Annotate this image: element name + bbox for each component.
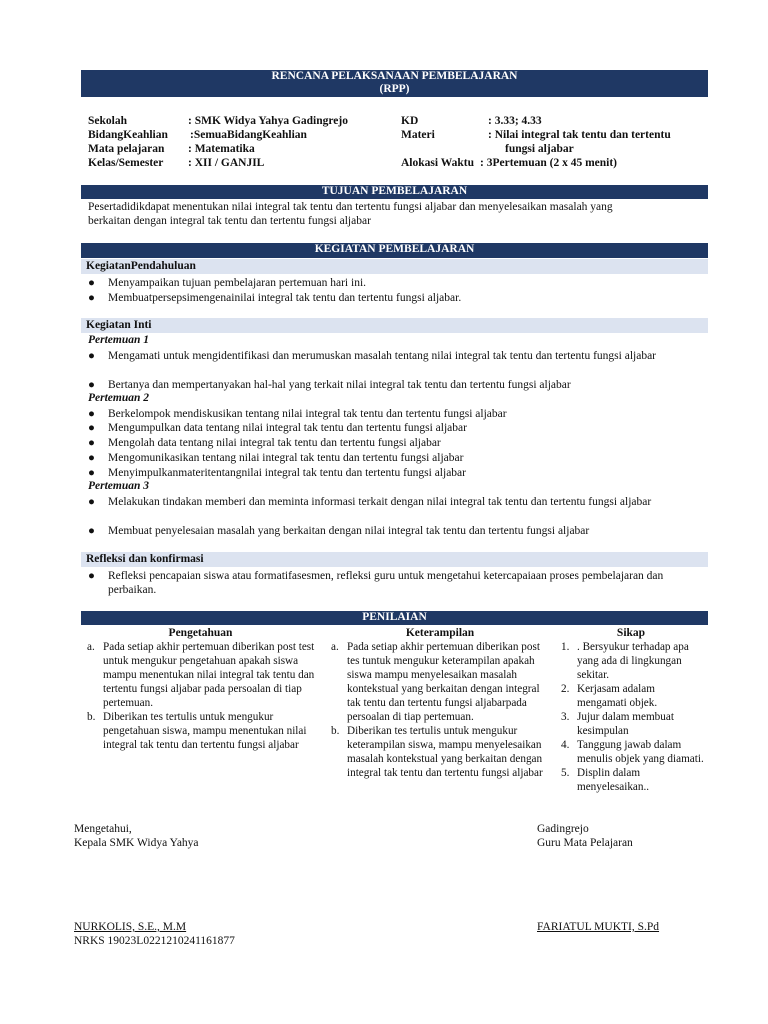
- pertemuan-3-title: Pertemuan 3: [88, 480, 150, 492]
- pertemuan-2-title: Pertemuan 2: [88, 392, 150, 404]
- signature-left-line-2: Kepala SMK Widya Yahya: [74, 837, 199, 849]
- signature-left-line-1: Mengetahui,: [74, 823, 132, 835]
- signature-left-name: NURKOLIS, S.E., M.M: [74, 921, 187, 933]
- document-title-bar: [81, 70, 708, 97]
- bullet-icon: ●: [88, 408, 95, 420]
- info-value-alokasi: : 3Pertemuan (2 x 45 menit): [480, 157, 618, 169]
- list-item: 3. Jujur dalam membuat kesimpulan: [561, 711, 674, 737]
- keterampilan-title: Keterampilan: [405, 627, 475, 639]
- sikap-title: Sikap: [616, 627, 646, 639]
- bullet-icon: ●: [88, 467, 95, 479]
- info-label-alokasi: Alokasi Waktu: [401, 157, 474, 169]
- list-item: 4. Tanggung jawab dalam menulis objek yang diamati.: [561, 739, 704, 765]
- info-label-sekolah: Sekolah: [88, 115, 127, 127]
- pengetahuan-title: Pengetahuan: [168, 627, 233, 639]
- bullet-icon: ●: [88, 292, 95, 304]
- info-label-materi: Materi: [401, 129, 435, 141]
- bullet-icon: ●: [88, 437, 95, 449]
- info-label-mapel: Mata pelajaran: [88, 143, 165, 155]
- info-value-kelas: : XII / GANJIL: [188, 157, 265, 169]
- signature-right-line-1: Gadingrejo: [537, 823, 589, 835]
- list-item: 1. . Bersyukur terhadap apa yang ada di lingkungan sekitar.: [561, 641, 689, 681]
- inti-title: Kegiatan Inti: [81, 318, 708, 333]
- bullet-icon: ●: [88, 496, 95, 508]
- signature-left-id: NRKS 19023L0221210241161877: [74, 935, 235, 947]
- signature-right-name: FARIATUL MUKTI, S.Pd: [537, 921, 660, 933]
- keterampilan-column: [327, 626, 553, 780]
- list-item: a. Pada setiap akhir pertemuan diberikan post tes tuntuk mengukur keterampilan apakah siswa mampu menyelesaikan masalah kontekstual yang berkaitan dengan integral tak tentu dan tertentu fungsi aljabarpada persoalan di tiap pertemuan.: [331, 641, 540, 723]
- title-line-1: RENCANA PELAKSANAAN PEMBELAJARAN: [271, 70, 518, 82]
- info-value-bidang: :SemuaBidangKeahlian: [190, 129, 307, 141]
- bullet-icon: ●: [88, 570, 95, 582]
- list-item: b. Diberikan tes tertulis untuk mengukur pengetahuan siswa, mampu menentukan nilai integral tak tentu dan tertentu fungsi aljabar: [87, 711, 307, 751]
- title-line-2: (RPP): [379, 83, 410, 95]
- list-item: a. Pada setiap akhir pertemuan diberikan post test untuk mengukur pengetahuan apakah siswa mampu menentukan nilai integral tak tentu dan tertentu fungsi aljabar pada persoalan di tiap pertemuan.: [87, 641, 315, 709]
- list-item: b. Diberikan tes tertulis untuk mengukur keterampilan siswa, mampu menyelesaikan masalah kontekstual yang berkaitan dengan integral tak tentu dan tertentu fungsi aljabar: [331, 725, 543, 779]
- bullet-icon: ●: [88, 452, 95, 464]
- info-value-sekolah: : SMK Widya Yahya Gadingrejo: [188, 115, 348, 127]
- kegiatan-header: KEGIATAN PEMBELAJARAN: [81, 243, 708, 258]
- info-label-bidang: BidangKeahlian: [88, 129, 168, 141]
- tujuan-text-2: berkaitan dengan integral tak tentu dan tertentu fungsi aljabar: [88, 215, 371, 227]
- bullet-icon: ●: [88, 422, 95, 434]
- refleksi-title: Refleksi dan konfirmasi: [81, 552, 708, 567]
- info-value-kd: : 3.33; 4.33: [488, 115, 542, 127]
- info-label-kelas: Kelas/Semester: [88, 157, 164, 169]
- info-value-materi: : Nilai integral tak tentu dan tertentu: [488, 129, 671, 141]
- info-value-mapel: : Matematika: [188, 143, 255, 155]
- pengetahuan-column: [83, 626, 318, 752]
- sikap-column: [557, 626, 705, 794]
- info-label-kd: KD: [401, 115, 419, 127]
- bullet-icon: ●: [88, 277, 95, 289]
- bullet-icon: ●: [88, 379, 95, 391]
- pertemuan-1-title: Pertemuan 1: [88, 334, 150, 346]
- bullet-icon: ●: [88, 525, 95, 537]
- penilaian-header: PENILAIAN: [81, 611, 708, 625]
- list-item: 5. Displin dalam menyelesaikan..: [561, 767, 650, 793]
- list-item: 2. Kerjasam adalam mengamati objek.: [561, 683, 658, 709]
- tujuan-header: TUJUAN PEMBELAJARAN: [81, 185, 708, 199]
- tujuan-text-1: Pesertadidikdapat menentukan nilai integral tak tentu dan tertentu fungsi aljabar dan menyelesaikan masalah yang: [88, 201, 613, 213]
- pendahuluan-title: KegiatanPendahuluan: [81, 259, 708, 274]
- info-value-materi-cont: fungsi aljabar: [505, 143, 574, 155]
- bullet-icon: ●: [88, 350, 95, 362]
- signature-right-line-2: Guru Mata Pelajaran: [537, 837, 633, 849]
